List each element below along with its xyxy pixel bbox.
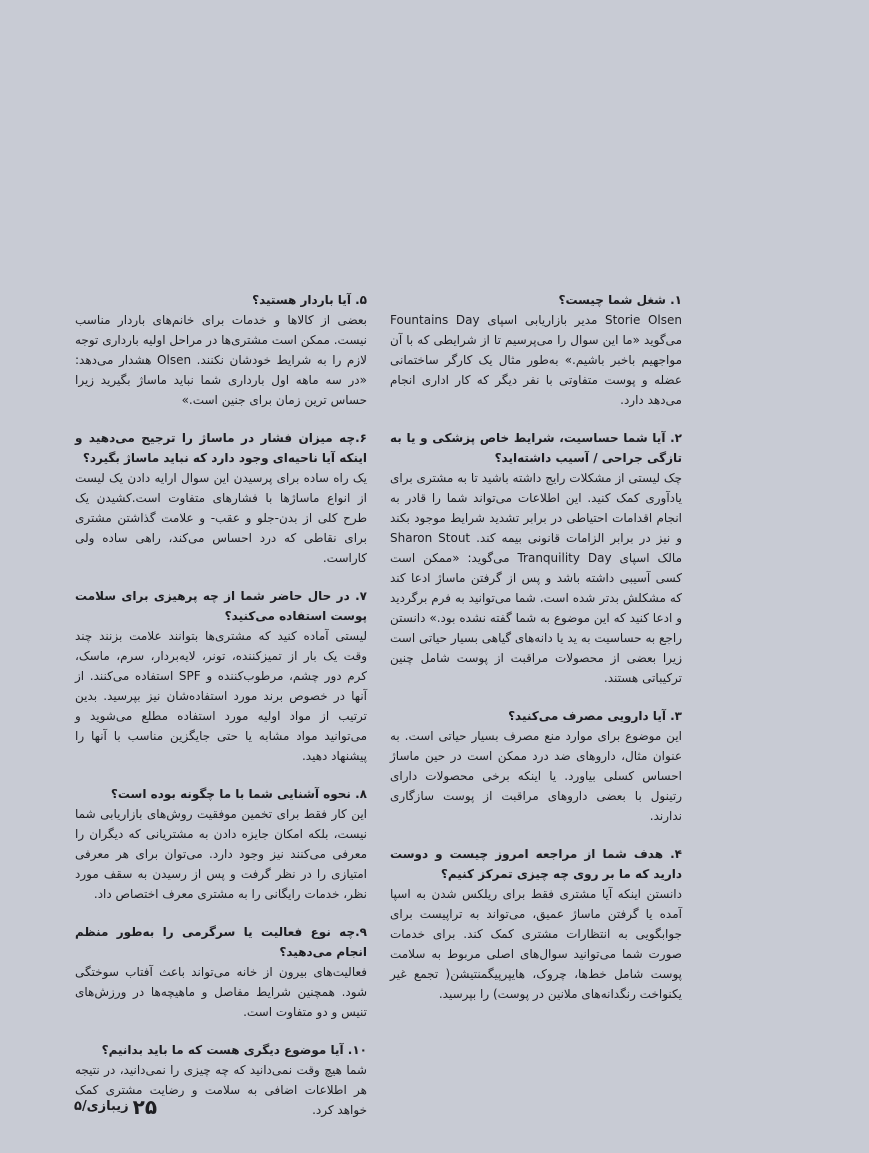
question-8-answer: این کار فقط برای تخمین موفقیت روش‌های بازاریابی شما نیست، بلکه امکان جایزه دادن به مشتریانی که دیگران را معرفی می‌کنند نیز وجود دارد. می‌توان برای هر معرفی امتیازی را در نظر گرفت و پس از رسیدن به سقف مورد نظر، خدمات رایگانی را به مشتری معرف اختصاص داد.	[75, 807, 367, 901]
question-7-section	[75, 586, 367, 766]
page-number: ۲۵	[132, 1095, 158, 1119]
question-4-heading: ۴. هدف شما از مراجعه امروز چیست و دوست دارید که ما بر روی چه چیزی تمرکز کنیم؟	[390, 847, 682, 881]
magazine-issue: زیبازی/۵	[74, 1099, 129, 1114]
question-3-heading: ۳. آیا دارویی مصرف می‌کنید؟	[508, 709, 682, 723]
right-column	[390, 290, 682, 1022]
question-5-heading: ۵. آیا باردار هستید؟	[252, 293, 367, 307]
question-5-section	[75, 290, 367, 410]
question-3-section	[390, 706, 682, 826]
question-8-heading: ۸. نحوه آشنایی شما با ما چگونه بوده است؟	[110, 787, 367, 801]
question-7-answer: لیستی آماده کنید که مشتری‌ها بتوانند علامت بزنند چند وقت یک بار از تمیزکننده، تونر، لایه‌بردار، سرم، ماسک، کرم دور چشم، مرطوب‌کننده و SPF استفاده می‌کنند. از آنها در خصوص برند مورد استفاده‌شان نیز بپرسید. بدین ترتیب از مواد اولیه مورد استفاده مطلع می‌شوید و می‌توانید مواد مشابه یا حتی جایگزین مناسب با آنها را پیشنهاد دهید.	[75, 629, 368, 763]
question-1-section	[390, 290, 682, 410]
page-footer	[74, 1095, 157, 1119]
question-4-answer: دانستن اینکه آیا مشتری فقط برای ریلکس شدن به اسپا آمده یا گرفتن ماساژ عمیق، می‌تواند به تراپیست برای جوابگویی به انتظارات مشتری کمک کند. برای خدمات صورت شما می‌توانید سوال‌های اصلی مربوط به سلامت پوست شامل خط‌ها، چروک، هایپرپیگمنتیشن( تجمع غیر یکنواخت رنگدانه‌های ملانین در پوست) را بپرسید.	[390, 887, 682, 1001]
question-9-answer: فعالیت‌های بیرون از خانه می‌تواند باعث آفتاب سوختگی شود. همچنین شرایط مفاصل و ماهیچه‌ها در ورزش‌های تنیس و دو متفاوت است.	[75, 965, 367, 1019]
question-6-answer: یک راه ساده برای پرسیدن این سوال ارایه دادن یک لیست از انواع ماساژها با فشارهای متفاوت است.کشیدن یک طرح کلی از بدن-جلو و عقب- و علامت گذاشتن مشتری برای نقاطی که درد احساس می‌کند، راهی ساده ولی کاراست.	[75, 471, 367, 565]
question-7-heading: ۷. در حال حاضر شما از چه پرهیزی برای سلامت پوست استفاده می‌کنید؟	[75, 589, 367, 623]
question-6-heading: ۶.چه میزان فشار در ماساژ را ترجیح می‌دهید و اینکه آیا ناحیه‌ای وجود دارد که نباید ماساژ بگیرد؟	[75, 431, 367, 465]
question-9-heading: ۹.چه نوع فعالیت یا سرگرمی را به‌طور منظم انجام می‌دهید؟	[75, 925, 367, 959]
question-2-section	[390, 428, 682, 688]
question-10-heading: ۱۰. آیا موضوع دیگری هست که ما باید بدانیم؟	[101, 1043, 367, 1057]
question-10-answer: شما هیچ وقت نمی‌دانید که چه چیزی را نمی‌دانید، در نتیجه هر اطلاعات اضافی به سلامت و رضایت مشتری کمک خواهد کرد.	[75, 1063, 367, 1117]
question-8-section	[75, 784, 367, 904]
question-6-section	[75, 428, 367, 568]
question-9-section	[75, 922, 367, 1022]
question-2-answer: چک لیستی از مشکلات رایج داشته باشید تا به مشتری برای یادآوری کمک کنید. این اطلاعات می‌تواند شما را قادر به انجام اقدامات احتیاطی در برابر تشدید شرایط موجود بکند و نیز در برابر الزامات قانونی بیمه کند. Sharon Stout مالک اسپای Tranquility Day می‌گوید: «ممکن است کسی آسیبی داشته باشد و پس از گرفتن ماساژ ادعا کند که مشکلش بدتر شده است. شما می‌توانید به فرم برگردید و ادعا کنید که این موضوع به شما گفته نشده بود.» دانستن راجع به حساسیت به ید یا دانه‌های گیاهی بسیار حیاتی است زیرا بعضی از محصولات مراقبت از پوست شامل چنین ترکیباتی هستند.	[390, 471, 683, 685]
question-1-answer: Storie Olsen مدیر بازاریابی اسپای Fountains Day می‌گوید «ما این سوال را می‌پرسیم تا از شرایطی که با آن مواجهیم باخبر باشیم.» به‌طور مثال یک کارگر ساختمانی عضله و پوست متفاوتی با نفر دیگر که کار اداری انجام می‌دهد دارد.	[390, 313, 682, 407]
question-3-answer: این موضوع برای موارد منع مصرف بسیار حیاتی است. به عنوان مثال، داروهای ضد درد ممکن است در حین ماساژ احساس کسلی بیاورد. یا اینکه برخی محصولات دارای رتینول با بعضی داروهای مراقبت از پوست سازگاری ندارند.	[390, 729, 682, 823]
question-4-section	[390, 844, 682, 1004]
question-1-heading: ۱. شغل شما چیست؟	[558, 293, 682, 307]
question-5-answer: بعضی از کالاها و خدمات برای خانم‌های باردار مناسب نیست. ممکن است مشتری‌ها در مراحل اولیه بارداری توجه لازم را به شرایط خودشان نکنند. Olsen هشدار می‌دهد: «در سه ماهه اول بارداری شما نباید ماساژ بگیرید زیرا حساس ترین زمان برای جنین است.»	[75, 313, 367, 407]
left-column	[75, 290, 367, 1138]
question-2-heading: ۲. آیا شما حساسیت، شرایط خاص پزشکی و یا به تازگی جراحی / آسیب داشته‌اید؟	[390, 431, 682, 465]
